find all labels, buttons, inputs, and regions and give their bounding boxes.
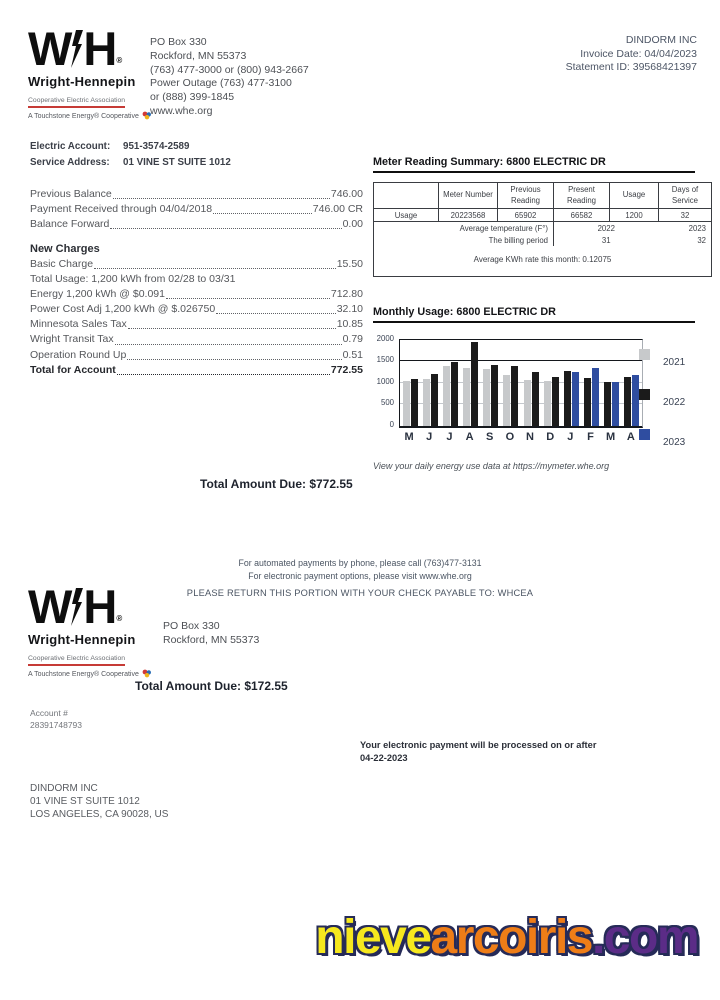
month-label: A: [465, 431, 474, 443]
account-info-block: [30, 141, 231, 173]
service-address-value: 01 VINE ST SUITE 1012: [123, 157, 231, 168]
lightning-bolt-icon: [69, 30, 84, 73]
logo-subtitle: Cooperative Electric Association: [28, 97, 125, 108]
logo-subtitle: Cooperative Electric Association: [28, 655, 125, 666]
usage-chart-plot: [399, 339, 643, 428]
bar-group: [544, 377, 559, 426]
usage-chart-bars: [400, 340, 642, 426]
month-label: O: [505, 431, 515, 443]
charge-label: Energy 1,200 kWh @ $0.091: [30, 288, 165, 301]
balance-value: 746.00 CR: [312, 203, 363, 216]
processing-note-line2: 04-22-2023: [360, 752, 408, 763]
legend-label: 2023: [663, 437, 686, 448]
electric-account-label: Electric Account:: [30, 141, 111, 152]
charge-line: [30, 348, 363, 363]
charge-label: Operation Round Up: [30, 348, 127, 361]
usage-chart-legend: [639, 349, 685, 448]
remit-address-block: [163, 620, 259, 648]
billing-period-2023: 32: [697, 235, 706, 245]
bar-group: [443, 362, 458, 426]
charge-label: Wright Transit Tax: [30, 333, 114, 346]
balance-value: 0.00: [342, 218, 363, 231]
usage-bar: [552, 377, 559, 426]
dotted-leader: [117, 374, 330, 375]
wh-logo-mark: [28, 580, 160, 633]
charge-value: 0.51: [342, 348, 363, 361]
billing-period-row: [374, 234, 712, 246]
bar-group: [604, 382, 619, 426]
col-header-blank: [374, 183, 439, 209]
legend-label: 2021: [663, 357, 686, 368]
return-portion-line: PLEASE RETURN THIS PORTION WITH YOUR CHECK PAYABLE TO: WHCEA: [186, 588, 534, 598]
total-usage-note: Total Usage: 1,200 kWh from 02/28 to 03/31: [30, 273, 236, 286]
daily-energy-note: View your daily energy use data at https://mymeter.whe.org: [373, 461, 610, 471]
charge-label: Power Cost Adj 1,200 kWh @ $.026750: [30, 303, 216, 316]
month-label: D: [546, 431, 555, 443]
balance-line: [30, 202, 363, 217]
y-tick-label: 2000: [376, 334, 394, 343]
legend-swatch: [639, 389, 650, 400]
logo-company-name: Wright-Hennepin: [28, 632, 136, 647]
month-label: M: [404, 431, 414, 443]
meter-reading-summary-section: [373, 156, 706, 277]
y-tick-label: 500: [380, 398, 394, 407]
statement-id: Statement ID: 39568421397: [565, 61, 697, 73]
logo-letter-h: H: [83, 580, 115, 633]
registered-mark: ®: [116, 56, 123, 65]
usage-bar: [584, 378, 591, 426]
usage-bar: [443, 366, 450, 426]
dotted-leader: [216, 313, 336, 314]
bar-group: [423, 374, 438, 426]
company-logo: [28, 22, 160, 122]
col-header-previous-reading: Previous Reading: [498, 183, 554, 209]
balance-label: Previous Balance: [30, 188, 112, 200]
usage-bar: [423, 379, 430, 426]
balance-value: 746.00: [330, 188, 363, 200]
monthly-usage-title: Monthly Usage: 6800 ELECTRIC DR: [373, 306, 695, 323]
usage-bar: [483, 369, 490, 426]
usage-bar: [604, 382, 611, 426]
account-number-label: Account #: [30, 708, 68, 718]
watermark-part2: arcoiris: [430, 911, 592, 964]
usage-bar: [411, 379, 418, 426]
charge-value: 15.50: [336, 258, 363, 270]
col-header-days-of-service: Days of Service: [659, 183, 712, 209]
balance-summary: [30, 187, 363, 232]
usage-chart: [373, 334, 695, 451]
bar-group: [584, 368, 599, 426]
usage-bar: [471, 342, 478, 426]
balance-line: [30, 217, 363, 232]
usage-value: 1200: [610, 209, 659, 222]
service-address-row: [30, 157, 231, 168]
address-line: (763) 477-3000 or (800) 943-2667: [150, 63, 309, 76]
usage-bar: [592, 368, 599, 426]
total-for-account-line: [30, 363, 363, 378]
logo-tagline: A Touchstone Energy® Cooperative: [28, 112, 139, 120]
logo-company-name: Wright-Hennepin: [28, 74, 136, 89]
logo-letter-h: H: [83, 22, 115, 75]
y-tick-label: 0: [389, 420, 394, 429]
charge-value: 32.10: [336, 303, 363, 316]
usage-data-row: [374, 209, 712, 222]
bar-group: [483, 365, 498, 426]
present-reading-value: 66582: [554, 209, 610, 222]
meter-summary-title: Meter Reading Summary: 6800 ELECTRIC DR: [373, 156, 695, 173]
usage-bar: [511, 366, 518, 426]
address-line: PO Box 330: [163, 620, 220, 632]
legend-item: [639, 389, 685, 408]
usage-bar: [524, 380, 531, 426]
month-label: N: [526, 431, 534, 443]
legend-item: [639, 349, 685, 368]
account-number-value: 28391748793: [30, 719, 83, 730]
avg-rate-row: [374, 246, 712, 277]
mailing-line: LOS ANGELES, CA 90028, US: [30, 809, 169, 821]
charge-value: 712.80: [330, 288, 363, 301]
bar-group: [564, 371, 579, 426]
logo-tagline-row: [28, 669, 160, 680]
usage-chart-yaxis: [373, 334, 397, 429]
col-header-meter-number: Meter Number: [439, 183, 498, 209]
days-of-service-value: 32: [659, 209, 712, 222]
avg-temp-2023: 2023: [688, 223, 706, 233]
usage-bar: [572, 372, 579, 426]
usage-bar: [463, 368, 470, 426]
site-watermark: [315, 911, 698, 964]
y-tick-label: 1500: [376, 355, 394, 364]
month-label: J: [446, 431, 453, 443]
month-label: S: [486, 431, 494, 443]
address-line: Rockford, MN 55373: [150, 49, 247, 62]
usage-bar: [624, 377, 631, 426]
month-label: J: [426, 431, 433, 443]
charge-label: Total for Account: [30, 363, 116, 376]
touchstone-energy-icon: [142, 669, 152, 680]
usage-bar: [544, 381, 551, 426]
dotted-leader: [113, 198, 330, 199]
avg-temperature-label: Average temperature (F°): [459, 223, 548, 233]
usage-chart-xlabels: [399, 431, 641, 443]
charge-line: [30, 317, 363, 332]
usage-bar: [532, 372, 539, 426]
y-tick-label: 1000: [376, 377, 394, 386]
usage-bar: [564, 371, 571, 426]
customer-company-name: DINDORM INC: [625, 34, 697, 46]
meter-number-value: 20223568: [439, 209, 498, 222]
logo-tagline: A Touchstone Energy® Cooperative: [28, 670, 139, 678]
utility-website: www.whe.org: [150, 104, 213, 117]
bar-group: [503, 366, 518, 426]
logo-tagline-row: [28, 111, 160, 122]
company-logo-remit: [28, 580, 160, 680]
charge-label: Basic Charge: [30, 258, 94, 270]
wh-logo-mark: [28, 22, 160, 75]
bar-group: [624, 375, 639, 426]
lightning-bolt-icon: [69, 588, 84, 631]
dotted-leader: [115, 344, 342, 345]
charge-label: Minnesota Sales Tax: [30, 318, 127, 331]
charge-line: [30, 302, 363, 317]
electronic-payment-line: For electronic payment options, please visit www.whe.org: [248, 571, 472, 581]
bar-group: [524, 372, 539, 426]
month-label: M: [606, 431, 616, 443]
service-address-label: Service Address:: [30, 157, 110, 168]
mailing-line: DINDORM INC: [30, 783, 98, 794]
electric-account-value: 951-3574-2589: [123, 141, 190, 152]
legend-swatch: [639, 349, 650, 360]
avg-kwh-rate: Average KWh rate this month: 0.12075: [473, 255, 612, 265]
address-line: Rockford, MN 55373: [163, 633, 260, 646]
avg-temperature-row: [374, 222, 712, 235]
charge-value: 10.85: [336, 318, 363, 331]
month-label: F: [587, 431, 594, 443]
billing-period-2022: 31: [554, 234, 659, 246]
registered-mark: ®: [116, 614, 123, 623]
usage-bar: [503, 375, 510, 426]
balance-line: [30, 187, 363, 202]
usage-bar: [451, 362, 458, 426]
invoice-header-block: [566, 34, 697, 75]
balance-label: Balance Forward: [30, 218, 110, 231]
bar-group: [403, 379, 418, 426]
address-line: PO Box 330: [150, 36, 207, 48]
legend-swatch: [639, 429, 650, 440]
dotted-leader: [166, 298, 330, 299]
mailing-line: 01 VINE ST SUITE 1012: [30, 796, 140, 808]
total-amount-due-bottom: Total Amount Due: $172.55: [135, 679, 288, 693]
dotted-leader: [128, 328, 336, 329]
charge-value: 0.79: [342, 333, 363, 346]
dotted-leader: [110, 228, 341, 229]
processing-note-line1: Your electronic payment will be processed on or after: [360, 740, 597, 750]
monthly-usage-section: [373, 306, 695, 471]
bar-group: [463, 342, 478, 426]
electronic-processing-note: [360, 739, 596, 764]
logo-letter-w: W: [28, 580, 70, 633]
col-header-usage: Usage: [610, 183, 659, 209]
address-line: or (888) 399-1845: [150, 91, 235, 104]
month-label: J: [567, 431, 574, 443]
new-charges-section: [30, 243, 363, 378]
invoice-date: Invoice Date: 04/04/2023: [580, 47, 697, 60]
utility-address-block: [150, 36, 309, 119]
watermark-part3: .com: [591, 911, 698, 964]
total-amount-due-top: Total Amount Due: $772.55: [200, 477, 353, 491]
usage-row-label: Usage: [374, 209, 439, 222]
usage-bar: [431, 374, 438, 426]
account-number-block: [30, 708, 82, 731]
phone-payment-line: For automated payments by phone, please call (763)477-3131: [238, 558, 482, 568]
balance-label: Payment Received through 04/04/2018: [30, 203, 213, 216]
month-label: A: [626, 431, 635, 443]
address-line: Power Outage (763) 477-3100: [150, 77, 292, 90]
charge-line: [30, 287, 363, 302]
table-header-row: [374, 183, 712, 209]
electric-account-row: [30, 141, 231, 152]
usage-bar: [491, 365, 498, 426]
logo-letter-w: W: [28, 22, 70, 75]
previous-reading-value: 65902: [498, 209, 554, 222]
billing-period-label: The billing period: [488, 235, 548, 245]
avg-temp-2022: 2022: [554, 222, 659, 235]
col-header-present-reading: Present Reading: [554, 183, 610, 209]
usage-bar: [612, 382, 619, 426]
meter-reading-table: [373, 182, 712, 277]
dotted-leader: [213, 213, 312, 214]
legend-label: 2022: [663, 397, 686, 408]
legend-item: [639, 429, 685, 448]
usage-bar: [403, 381, 410, 426]
dotted-leader: [127, 359, 341, 360]
dotted-leader: [94, 268, 336, 269]
new-charges-title: New Charges: [30, 243, 100, 255]
charge-line: [30, 332, 363, 347]
charge-value: 772.55: [330, 363, 363, 376]
customer-mailing-address: [30, 782, 168, 822]
watermark-part1: nieve: [315, 911, 431, 964]
charge-line: [30, 257, 363, 272]
